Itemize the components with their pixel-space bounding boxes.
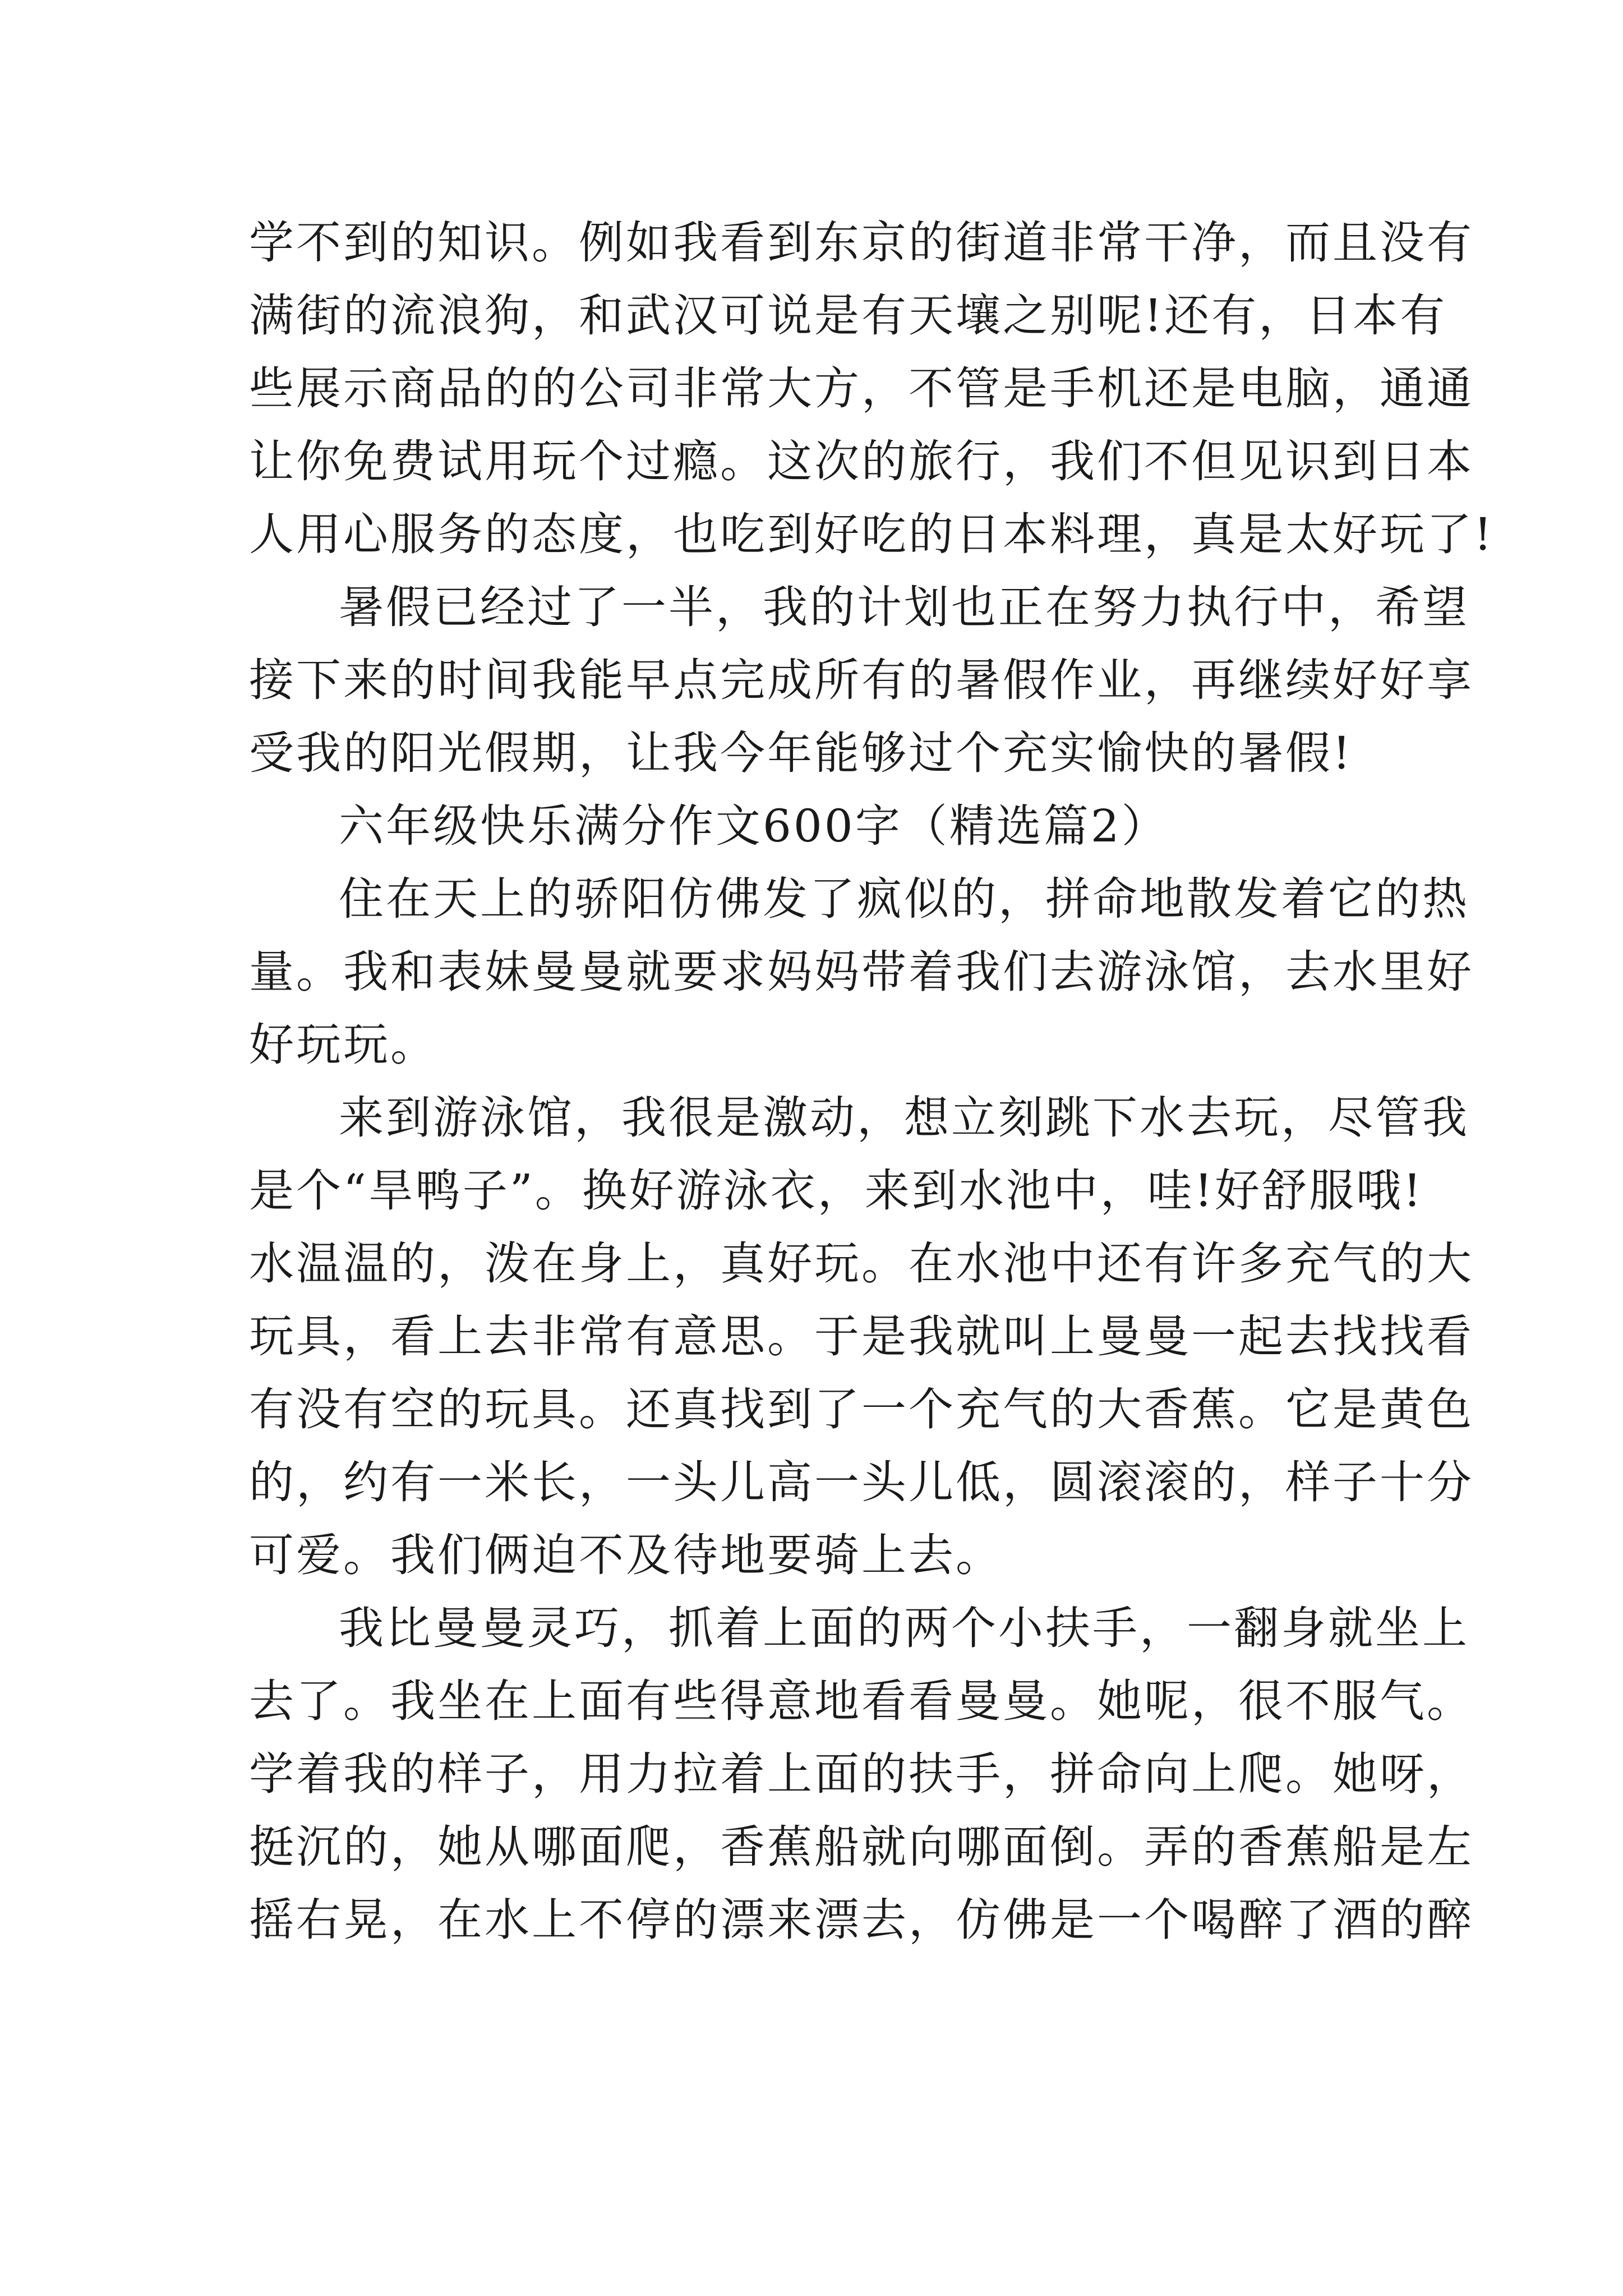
text-line: 些展示商品的的公司非常大方，不管是手机还是电脑，通通 bbox=[249, 362, 1474, 415]
text-line: 满街的流浪狗，和武汉可说是有天壤之别呢!还有，日本有 bbox=[249, 289, 1447, 342]
text-line: 接下来的时间我能早点完成所有的暑假作业，再继续好好享 bbox=[249, 654, 1474, 706]
text-line: 可爱。我们俩迫不及待地要骑上去。 bbox=[249, 1529, 1003, 1581]
text-line: 是个“旱鸭子”。换好游泳衣，来到水池中，哇!好舒服哦! bbox=[249, 1165, 1424, 1217]
text-line: 人用心服务的态度，也吃到好吃的日本料理，真是太好玩了! bbox=[249, 508, 1495, 560]
paragraph-start-line: 住在天上的骄阳仿佛发了疯似的，拼命地散发着它的热 bbox=[339, 873, 1469, 925]
text-line: 摇右晃，在水上不停的漂来漂去，仿佛是一个喝醉了酒的醉 bbox=[249, 1894, 1474, 1946]
text-line: 挺沉的，她从哪面爬，香蕉船就向哪面倒。弄的香蕉船是左 bbox=[249, 1821, 1474, 1873]
body-text bbox=[249, 206, 1495, 1957]
text-line: 有没有空的玩具。还真找到了一个充气的大香蕉。它是黄色 bbox=[249, 1383, 1474, 1435]
text-line: 水温温的，泼在身上，真好玩。在水池中还有许多充气的大 bbox=[249, 1237, 1474, 1290]
text-line: 玩具，看上去非常有意思。于是我就叫上曼曼一起去找找看 bbox=[249, 1310, 1474, 1363]
text-line: 学着我的样子，用力拉着上面的扶手，拼命向上爬。她呀， bbox=[249, 1748, 1474, 1800]
text-line: 受我的阳光假期，让我今年能够过个充实愉快的暑假! bbox=[249, 727, 1353, 779]
text-line: 让你免费试用玩个过瘾。这次的旅行，我们不但见识到日本 bbox=[249, 435, 1474, 487]
section-heading: 六年级快乐满分作文600字（精选篇2） bbox=[339, 800, 1169, 852]
paragraph-start-line: 我比曼曼灵巧，抓着上面的两个小扶手，一翻身就坐上 bbox=[339, 1602, 1469, 1654]
text-line: 的，约有一米长，一头儿高一头儿低，圆滚滚的，样子十分 bbox=[249, 1456, 1474, 1508]
paragraph-start-line: 暑假已经过了一半，我的计划也正在努力执行中，希望 bbox=[339, 581, 1469, 633]
text-line: 量。我和表妹曼曼就要求妈妈带着我们去游泳馆，去水里好 bbox=[249, 946, 1474, 998]
text-line: 去了。我坐在上面有些得意地看看曼曼。她呢，很不服气。 bbox=[249, 1675, 1474, 1727]
text-line: 好玩玩。 bbox=[249, 1019, 437, 1071]
paragraph-start-line: 来到游泳馆，我很是激动，想立刻跳下水去玩，尽管我 bbox=[339, 1092, 1469, 1144]
text-line: 学不到的知识。例如我看到东京的街道非常干净，而且没有 bbox=[249, 217, 1474, 269]
